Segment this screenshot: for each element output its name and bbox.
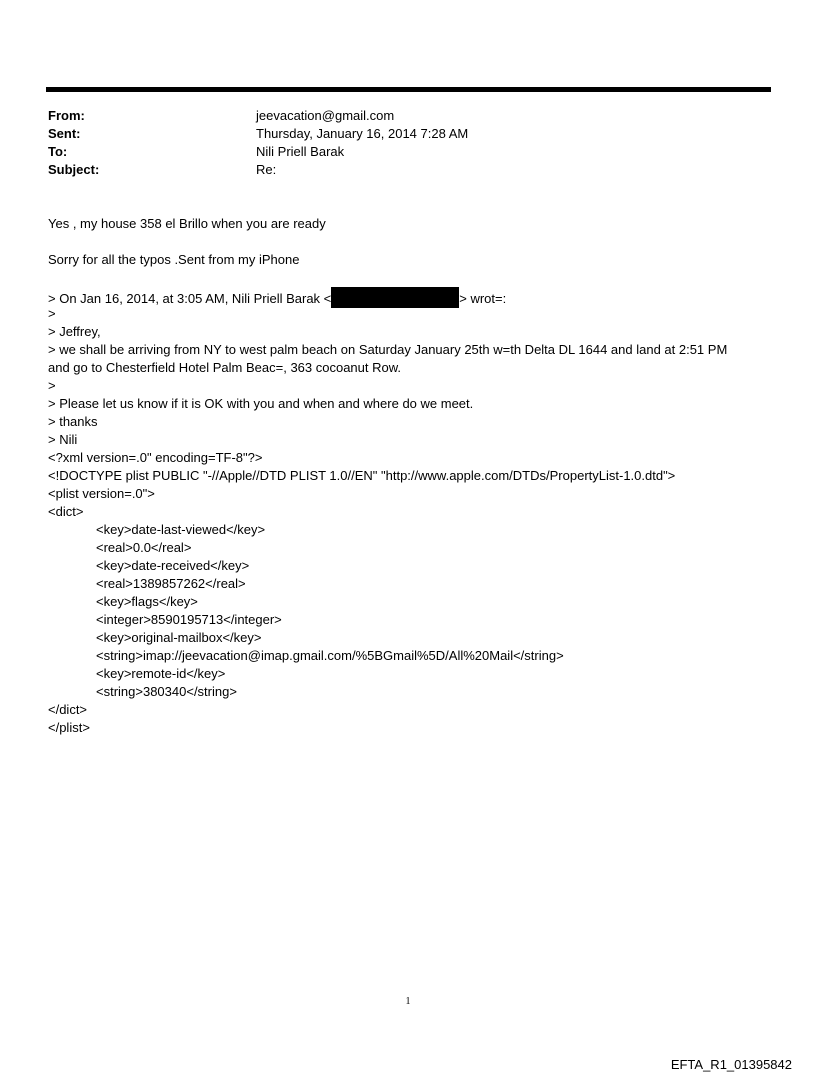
plist-entry: <key>flags</key> <box>96 594 198 609</box>
quote-line-1: > we shall be arriving from NY to west palm beach on Saturday January 25th w=th Delta DL 1644 and land at 2:51 PM <box>48 342 728 357</box>
plist-xml-declaration: <?xml version=.0" encoding=TF-8"?> <box>48 450 263 465</box>
signature-text: Sorry for all the typos .Sent from my iPhone <box>48 252 300 267</box>
bates-number: EFTA_R1_01395842 <box>670 1057 792 1072</box>
redaction-box <box>331 287 459 308</box>
plist-entry: <real>1389857262</real> <box>96 576 246 591</box>
plist-entry: <integer>8590195713</integer> <box>96 612 282 627</box>
plist-entry: <key>date-received</key> <box>96 558 250 573</box>
sent-label: Sent: <box>48 126 81 141</box>
plist-entry: <key>remote-id</key> <box>96 666 226 681</box>
dict-close-tag: </dict> <box>48 702 88 717</box>
subject-label: Subject: <box>48 162 100 177</box>
from-label: From: <box>48 108 85 123</box>
plist-entry: <key>date-last-viewed</key> <box>96 522 266 537</box>
subject-value: Re: <box>256 162 277 177</box>
plist-entry: <string>380340</string> <box>96 684 237 699</box>
plist-doctype: <!DOCTYPE plist PUBLIC "-//Apple//DTD PLIST 1.0//EN" "http://www.apple.com/DTDs/PropertyList-1.0.dtd"> <box>48 468 676 483</box>
quote-blank-1: > <box>48 306 56 321</box>
to-label: To: <box>48 144 68 159</box>
plist-entry: <real>0.0</real> <box>96 540 192 555</box>
quote-name: > Nili <box>48 432 78 447</box>
reply-text: Yes , my house 358 el Brillo when you are ready <box>48 216 326 231</box>
header-rule <box>46 87 771 92</box>
dict-open-tag: <dict> <box>48 504 84 519</box>
sent-value: Thursday, January 16, 2014 7:28 AM <box>256 126 469 141</box>
quote-intro <box>48 287 506 305</box>
to-value: Nili Priell Barak <box>256 144 345 159</box>
plist-open-tag: <plist version=.0"> <box>48 486 155 501</box>
quote-blank-2: > <box>48 378 56 393</box>
plist-entry: <key>original-mailbox</key> <box>96 630 262 645</box>
from-value: jeevacation@gmail.com <box>256 108 395 123</box>
quote-greeting: > Jeffrey, <box>48 324 101 339</box>
quote-intro-before: > On Jan 16, 2014, at 3:05 AM, Nili Priell Barak < <box>48 291 332 306</box>
quote-line-3: > Please let us know if it is OK with you and when and where do we meet. <box>48 396 474 411</box>
page-number: 1 <box>405 996 411 1007</box>
quote-thanks: > thanks <box>48 414 98 429</box>
quote-intro-after: > wrot=: <box>459 291 507 306</box>
quote-line-2: and go to Chesterfield Hotel Palm Beac=, 363 cocoanut Row. <box>48 360 402 375</box>
plist-entry: <string>imap://jeevacation@imap.gmail.com/%5BGmail%5D/All%20Mail</string> <box>96 648 564 663</box>
plist-close-tag: </plist> <box>48 720 90 735</box>
